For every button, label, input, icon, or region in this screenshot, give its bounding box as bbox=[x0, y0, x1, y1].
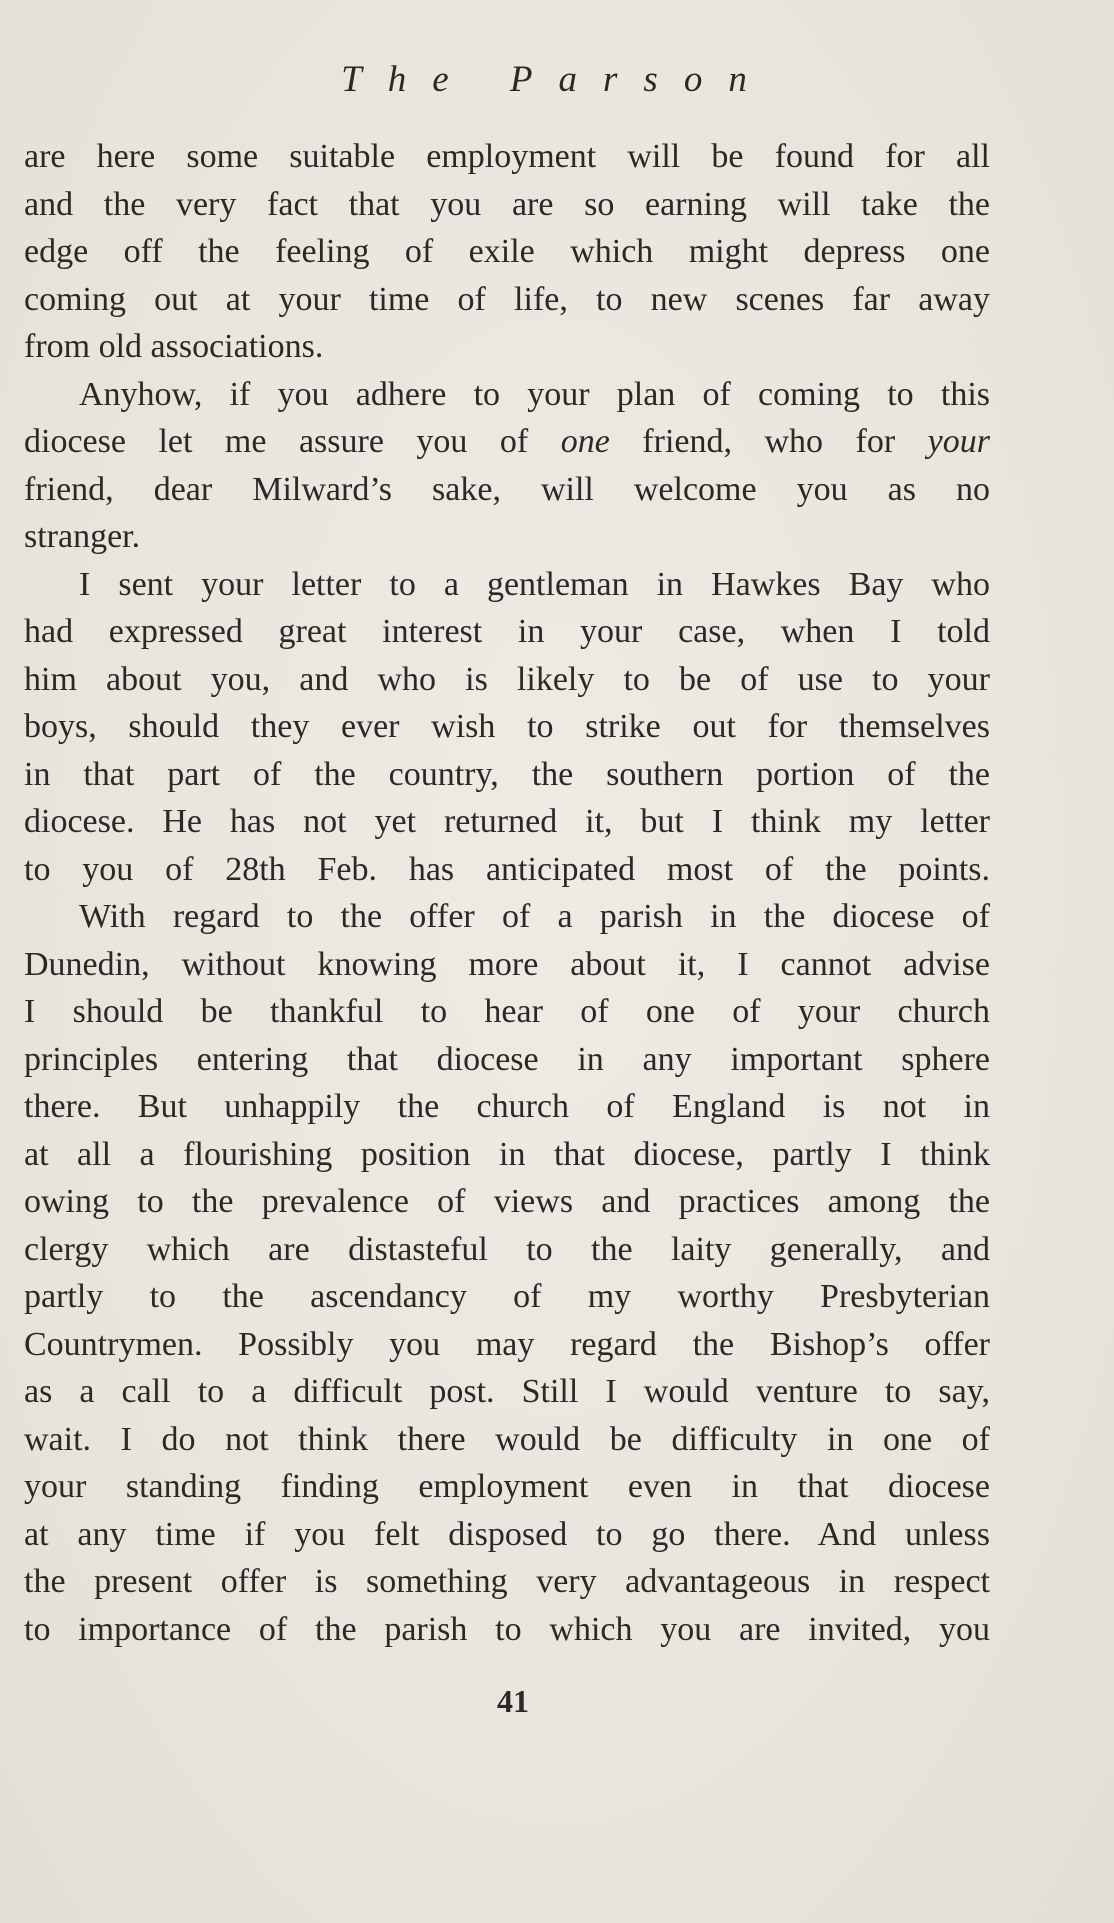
text-run: Anyhow, if you adhere to your plan of coming to this bbox=[79, 375, 990, 413]
text-line: With regard to the offer of a parish in the diocese of bbox=[79, 898, 990, 935]
text-line: to importance of the parish to which you are invited, you bbox=[24, 1610, 990, 1648]
text-line: I sent your letter to a gentleman in Hawkes Bay who bbox=[79, 565, 990, 603]
paragraph-2 bbox=[24, 371, 990, 561]
text-line: diocese. He has not yet returned it, but I think my letter bbox=[24, 803, 990, 840]
text-line bbox=[24, 466, 990, 514]
paragraph-3 bbox=[24, 561, 990, 894]
text-line: as a call to a difficult post. Still I would venture to say, bbox=[24, 1373, 990, 1410]
text-line: clergy which are distasteful to the laity generally, and bbox=[24, 1230, 990, 1268]
text-line: principles entering that diocese in any important sphere bbox=[24, 1040, 990, 1078]
text-line: wait. I do not think there would be difficulty in one of bbox=[24, 1420, 990, 1458]
italic-emphasis: your bbox=[927, 423, 990, 460]
text-line: had expressed great interest in your case, when I told bbox=[24, 613, 990, 650]
text-line: Dunedin, without knowing more about it, I cannot advise bbox=[24, 945, 990, 983]
text-line: there. But unhappily the church of England is not in bbox=[24, 1088, 990, 1125]
body-text bbox=[24, 133, 990, 1653]
text-line: are here some suitable employment will be found for all bbox=[24, 138, 990, 175]
page-number: 41 bbox=[497, 1683, 529, 1719]
text-line bbox=[24, 418, 990, 466]
text-line: your standing finding employment even in that diocese bbox=[24, 1468, 990, 1505]
text-line bbox=[24, 513, 990, 561]
text-line: boys, should they ever wish to strike out for themselves bbox=[24, 708, 990, 745]
italic-emphasis: one bbox=[560, 423, 610, 460]
text-line: partly to the ascendancy of my worthy Presbyterian bbox=[24, 1278, 990, 1315]
text-line: at all a flourishing position in that diocese, partly I think bbox=[24, 1135, 990, 1173]
text-line: him about you, and who is likely to be of use to your bbox=[24, 660, 990, 698]
text-run: friend, who for bbox=[609, 423, 928, 460]
paragraph-1 bbox=[24, 133, 990, 371]
text-line: at any time if you felt disposed to go there. And unless bbox=[24, 1515, 990, 1553]
text-line: edge off the feeling of exile which might depress one bbox=[24, 233, 990, 270]
text-line: and the very fact that you are so earning will take the bbox=[24, 185, 990, 223]
text-line: I should be thankful to hear of one of your church bbox=[24, 993, 990, 1030]
text-line: Countrymen. Possibly you may regard the Bishop’s offer bbox=[24, 1325, 990, 1363]
text-line: to you of 28th Feb. has anticipated most of the points. bbox=[24, 850, 990, 888]
text-line: from old associations. bbox=[24, 328, 324, 365]
paragraph-4 bbox=[24, 893, 990, 1653]
text-run: diocese let me assure you of bbox=[24, 423, 561, 460]
text-line: the present offer is something very advantageous in respect bbox=[24, 1563, 990, 1600]
text-run: friend, dear Milward’s sake, will welcome you as no bbox=[24, 470, 990, 508]
text-line: coming out at your time of life, to new scenes far away bbox=[24, 280, 990, 318]
text-line: owing to the prevalence of views and practices among the bbox=[24, 1183, 990, 1220]
text-run: stranger. bbox=[24, 518, 141, 555]
running-head: The Parson bbox=[341, 59, 773, 100]
text-line bbox=[24, 371, 990, 419]
text-line: in that part of the country, the southern portion of the bbox=[24, 755, 990, 793]
